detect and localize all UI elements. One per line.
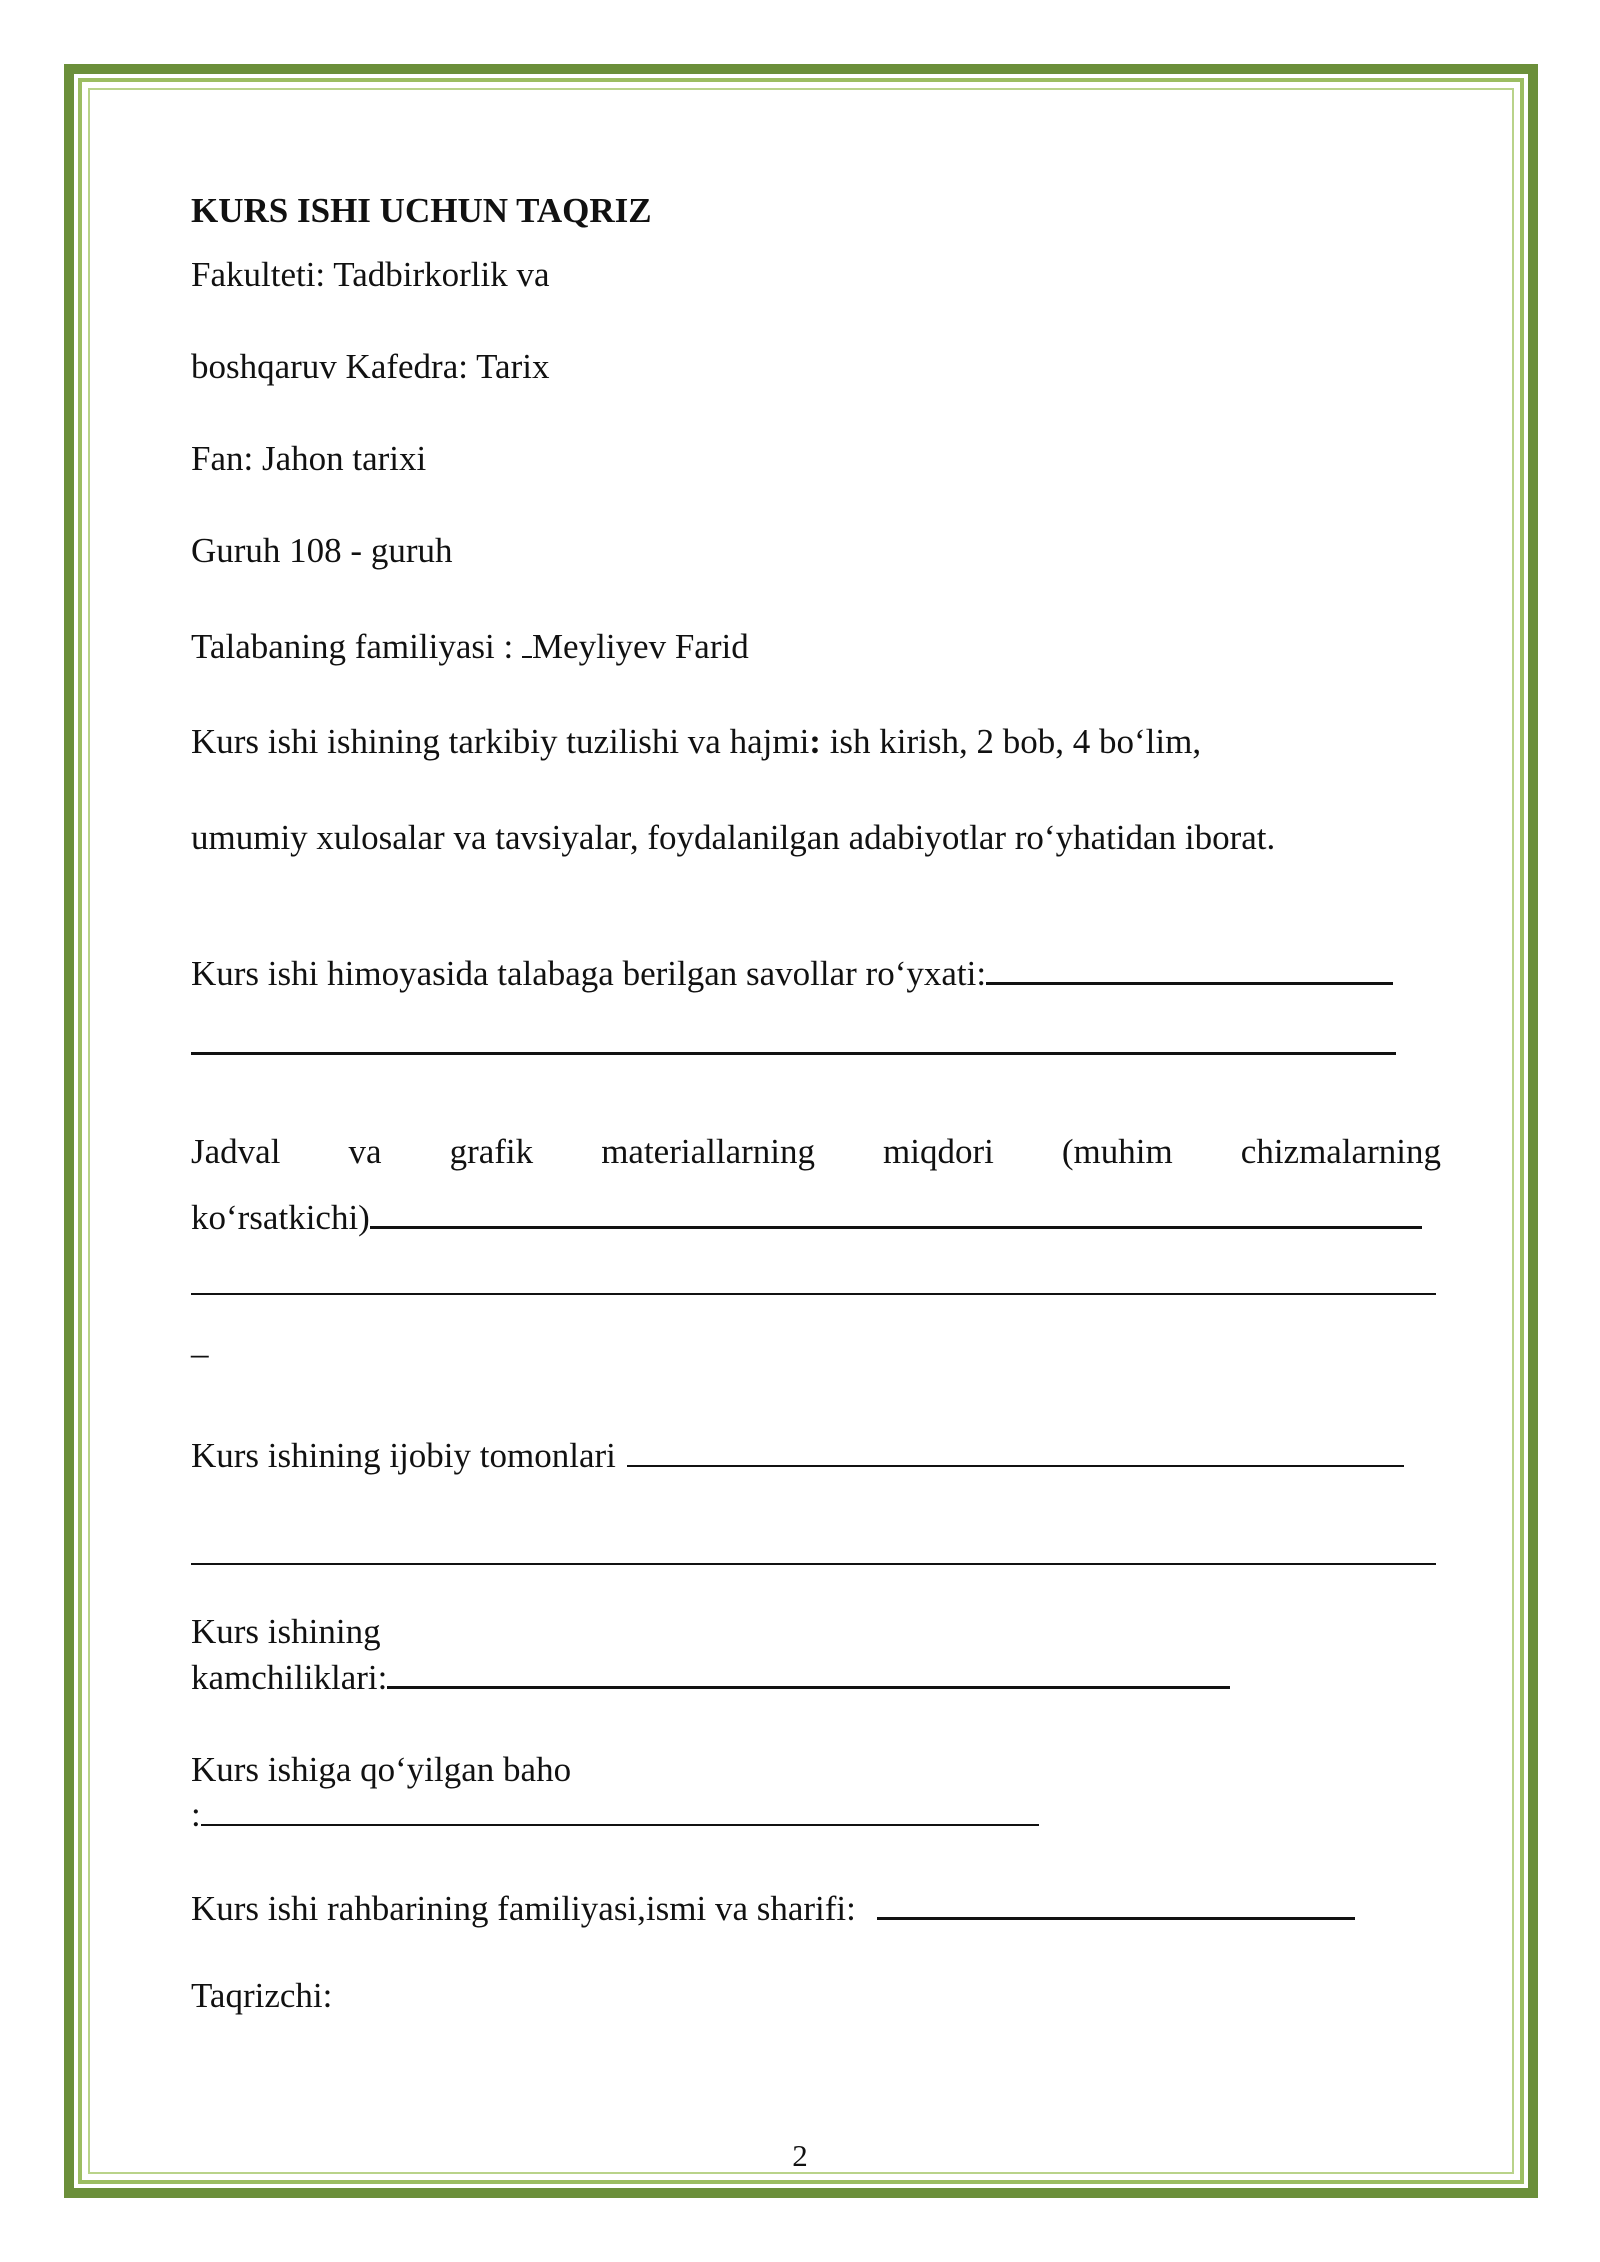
materials-word: grafik	[449, 1132, 534, 1171]
student-line	[191, 626, 749, 667]
materials-blank-line-2[interactable]	[191, 1293, 1436, 1295]
materials-cont-label: ko‘rsatkichi)	[191, 1198, 370, 1237]
questions-label: Kurs ishi himoyasida talabaga berilgan savollar ro‘yxati:	[191, 954, 987, 993]
positives-label: Kurs ishining ijobiy tomonlari	[191, 1436, 616, 1475]
materials-word: (muhim	[1061, 1132, 1173, 1171]
shortcomings-label-1: Kurs ishining	[191, 1612, 381, 1651]
materials-word: chizmalarning	[1240, 1132, 1441, 1171]
positives-line	[191, 1435, 1404, 1476]
reviewer-label: Taqrizchi:	[191, 1976, 333, 2015]
student-name: Meyliyev Farid	[531, 627, 749, 666]
questions-blank-line-2[interactable]	[191, 1052, 1396, 1055]
group-line: Guruh 108 - guruh	[191, 531, 453, 570]
student-underline	[522, 626, 532, 658]
structure-line	[191, 722, 1201, 762]
student-label: Talabaning familiyasi :	[191, 627, 522, 666]
materials-word: materiallarning	[601, 1132, 815, 1171]
grade-line	[191, 1794, 1039, 1835]
grade-blank[interactable]	[201, 1794, 1039, 1826]
document-title: KURS ISHI UCHUN TAQRIZ	[191, 191, 652, 230]
materials-word: va	[348, 1132, 382, 1171]
supervisor-label: Kurs ishi rahbarining familiyasi,ismi va sharifi:	[191, 1889, 856, 1928]
positives-blank-line-2[interactable]	[191, 1563, 1436, 1565]
structure-continuation: umumiy xulosalar va tavsiyalar, foydalanilgan adabiyotlar ro‘yhatidan iborat.	[191, 818, 1276, 857]
shortcomings-blank[interactable]	[387, 1656, 1230, 1689]
grade-label-2: :	[191, 1795, 201, 1834]
supervisor-line	[191, 1887, 1355, 1929]
supervisor-blank[interactable]	[877, 1887, 1355, 1920]
subject-line: Fan: Jahon tarixi	[191, 439, 427, 478]
shortcomings-line	[191, 1656, 1230, 1698]
materials-blank[interactable]	[370, 1196, 1422, 1229]
questions-line	[191, 952, 1393, 994]
structure-colon: :	[809, 722, 821, 761]
shortcomings-label-2: kamchiliklari:	[191, 1658, 388, 1697]
materials-line	[191, 1132, 1441, 1172]
materials-word: miqdori	[883, 1132, 994, 1171]
faculty-line: Fakulteti: Tadbirkorlik va	[191, 255, 550, 294]
materials-dash: _	[191, 1322, 209, 1361]
positives-blank[interactable]	[627, 1435, 1404, 1467]
page-number: 2	[792, 2138, 808, 2173]
structure-label: Kurs ishi ishining tarkibiy tuzilishi va hajmi	[191, 722, 810, 761]
structure-value: ish kirish, 2 bob, 4 bo‘lim,	[820, 722, 1202, 761]
department-line: boshqaruv Kafedra: Tarix	[191, 347, 550, 386]
materials-word: Jadval	[191, 1132, 281, 1171]
materials-continuation	[191, 1196, 1422, 1238]
questions-blank[interactable]	[986, 952, 1393, 985]
grade-label-1: Kurs ishiga qo‘yilgan baho	[191, 1750, 572, 1789]
